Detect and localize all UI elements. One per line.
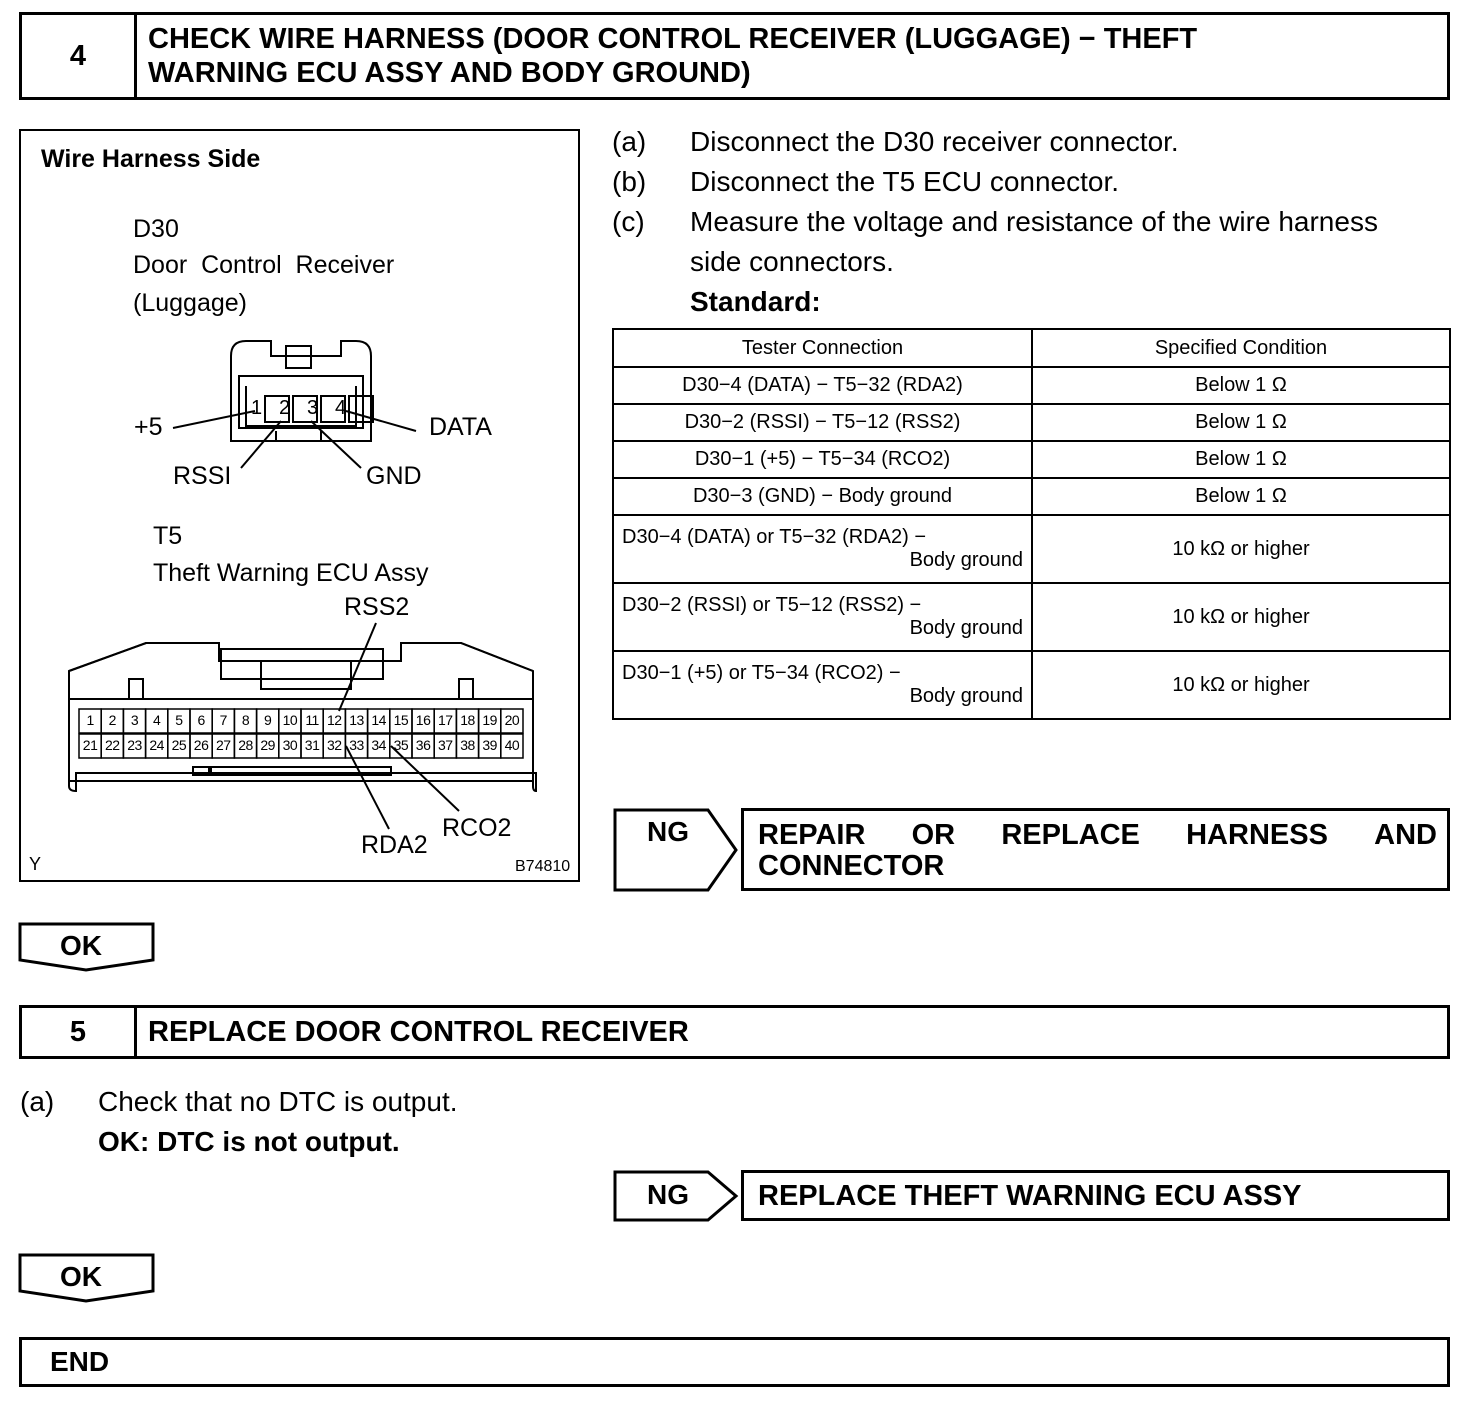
label-gnd: GND xyxy=(366,462,422,490)
t5-pin-19: 19 xyxy=(482,712,497,728)
row-4-condition: Below 1 Ω xyxy=(1032,478,1450,515)
ng-1-word-3: REPLACE xyxy=(1001,819,1140,851)
step-5-a-text: Check that no DTC is output. xyxy=(98,1086,458,1117)
t5-pin-22: 22 xyxy=(104,737,120,753)
table-row xyxy=(613,515,1450,583)
t5-pin-29: 29 xyxy=(260,737,275,753)
t5-pin-1: 1 xyxy=(86,712,94,728)
t5-name: Theft Warning ECU Assy xyxy=(153,559,429,587)
t5-pin-40: 40 xyxy=(504,737,520,753)
row-6-connection xyxy=(613,583,1032,651)
corner-y: Y xyxy=(29,854,42,874)
connector-drawing xyxy=(21,131,578,880)
table-row xyxy=(613,478,1450,515)
instruction-b-text: Disconnect the T5 ECU connector. xyxy=(690,166,1120,197)
row-7-condition: 10 kΩ or higher xyxy=(1032,651,1450,719)
table-row xyxy=(613,404,1450,441)
row-5-connection-line1: D30−4 (DATA) or T5−32 (RDA2) − xyxy=(622,526,927,548)
instruction-c-text-line1: Measure the voltage and resistance of the wire harness xyxy=(690,206,1378,237)
ng-2-result-text: REPLACE THEFT WARNING ECU ASSY xyxy=(758,1180,1302,1212)
ng-1-word-4: HARNESS xyxy=(1186,819,1328,851)
row-3-condition: Below 1 Ω xyxy=(1032,441,1450,478)
t5-pin-10: 10 xyxy=(282,712,298,728)
row-1-condition: Below 1 Ω xyxy=(1032,367,1450,404)
t5-pin-32: 32 xyxy=(326,737,342,753)
label-rco2: RCO2 xyxy=(442,814,512,842)
step-5-number: 5 xyxy=(22,1008,137,1056)
step-4-number: 4 xyxy=(22,15,137,97)
t5-pin-15: 15 xyxy=(393,712,409,728)
ng-1-result xyxy=(741,808,1450,891)
t5-pin-4: 4 xyxy=(153,712,161,728)
step-4-title-line1: CHECK WIRE HARNESS (DOOR CONTROL RECEIVER (LUGGAGE) − THEFT xyxy=(148,23,1198,55)
d30-name-line1: Door Control Receiver xyxy=(133,251,395,279)
end-label: END xyxy=(50,1346,110,1377)
row-5-connection xyxy=(613,515,1032,583)
row-6-condition: 10 kΩ or higher xyxy=(1032,583,1450,651)
label-rssi: RSSI xyxy=(173,462,232,490)
t5-pin-36: 36 xyxy=(415,737,431,753)
t5-pin-8: 8 xyxy=(241,712,250,728)
ng-1-word-1: REPAIR xyxy=(758,819,866,851)
t5-pin-6: 6 xyxy=(197,712,205,728)
t5-pin-31: 31 xyxy=(304,737,320,753)
ok-1-label: OK xyxy=(60,930,102,961)
t5-pin-34: 34 xyxy=(371,737,386,753)
step-5-ok-text: OK: DTC is not output. xyxy=(98,1126,400,1157)
t5-pin-12: 12 xyxy=(326,712,342,728)
label-rss2: RSS2 xyxy=(344,593,410,621)
end-box xyxy=(19,1337,1450,1387)
t5-pin-3: 3 xyxy=(130,712,139,728)
row-6-connection-line2: Body ground xyxy=(909,617,1023,639)
t5-pin-14: 14 xyxy=(371,712,386,728)
diagram-heading: Wire Harness Side xyxy=(41,145,261,173)
row-5-condition: 10 kΩ or higher xyxy=(1032,515,1450,583)
row-7-connection xyxy=(613,651,1032,719)
header-tester-connection: Tester Connection xyxy=(613,329,1032,367)
spec-table-header xyxy=(613,329,1450,367)
t5-pin-18: 18 xyxy=(460,712,475,728)
t5-pin-33: 33 xyxy=(349,737,364,753)
ng-1-word-5: AND xyxy=(1374,819,1437,851)
ok-2-label: OK xyxy=(60,1261,102,1292)
step-5-header xyxy=(19,1005,1450,1059)
t5-pin-38: 38 xyxy=(460,737,475,753)
t5-pin-9: 9 xyxy=(264,712,272,728)
t5-pin-17: 17 xyxy=(437,712,453,728)
t5-pin-37: 37 xyxy=(437,737,453,753)
label-rda2: RDA2 xyxy=(361,831,428,859)
t5-pin-21: 21 xyxy=(82,737,98,753)
d30-pin-1: 1 xyxy=(251,397,263,419)
t5-pin-24: 24 xyxy=(149,737,164,753)
instruction-c-text-line2: side connectors. xyxy=(690,246,894,277)
table-row xyxy=(613,441,1450,478)
t5-code: T5 xyxy=(153,522,183,550)
t5-pin-25: 25 xyxy=(171,737,187,753)
step-5-title: REPLACE DOOR CONTROL RECEIVER xyxy=(148,1016,689,1048)
row-5-connection-line2: Body ground xyxy=(909,549,1023,571)
label-plus5: +5 xyxy=(134,413,163,441)
step-4-title xyxy=(148,15,1437,97)
step-4-header xyxy=(19,12,1450,100)
row-7-connection-line1: D30−1 (+5) or T5−34 (RCO2) − xyxy=(622,662,901,684)
d30-pin-3: 3 xyxy=(307,397,319,419)
t5-pin-27: 27 xyxy=(215,737,231,753)
instruction-b-label: (b) xyxy=(612,166,647,197)
t5-pin-13: 13 xyxy=(349,712,364,728)
row-2-connection: D30−2 (RSSI) − T5−12 (RSS2) xyxy=(613,404,1032,441)
t5-pin-16: 16 xyxy=(415,712,431,728)
row-4-connection: D30−3 (GND) − Body ground xyxy=(613,478,1032,515)
t5-pin-28: 28 xyxy=(238,737,253,753)
ng-1-word-2: OR xyxy=(911,819,956,851)
header-specified-condition: Specified Condition xyxy=(1032,329,1450,367)
wire-harness-diagram xyxy=(19,129,580,882)
t5-pin-20: 20 xyxy=(504,712,520,728)
table-row xyxy=(613,367,1450,404)
t5-pin-35: 35 xyxy=(393,737,409,753)
d30-code: D30 xyxy=(133,215,179,243)
d30-pin-4: 4 xyxy=(335,397,347,419)
step-4-title-line2: WARNING ECU ASSY AND BODY GROUND) xyxy=(148,57,751,89)
t5-pin-7: 7 xyxy=(219,712,227,728)
d30-pin-2: 2 xyxy=(279,397,291,419)
ng-1-result-line1 xyxy=(758,819,1437,851)
d30-name-line2: (Luggage) xyxy=(133,289,247,317)
ng-2-result xyxy=(741,1170,1450,1221)
step-5-a-label: (a) xyxy=(20,1086,55,1117)
table-row xyxy=(613,651,1450,719)
table-row xyxy=(613,583,1450,651)
ng-1-label: NG xyxy=(647,816,689,847)
t5-pin-2: 2 xyxy=(108,712,116,728)
t5-pin-30: 30 xyxy=(282,737,298,753)
spec-table xyxy=(612,328,1451,720)
standard-label: Standard: xyxy=(690,286,821,317)
t5-pin-5: 5 xyxy=(175,712,183,728)
t5-pin-39: 39 xyxy=(482,737,497,753)
t5-pin-11: 11 xyxy=(305,712,319,728)
row-1-connection: D30−4 (DATA) − T5−32 (RDA2) xyxy=(613,367,1032,404)
label-data: DATA xyxy=(429,413,492,441)
t5-pin-26: 26 xyxy=(193,737,209,753)
ng-2-label: NG xyxy=(647,1179,689,1210)
row-7-connection-line2: Body ground xyxy=(909,685,1023,707)
ng-1-result-line2: CONNECTOR xyxy=(758,850,945,882)
instruction-a-text: Disconnect the D30 receiver connector. xyxy=(690,126,1179,157)
row-3-connection: D30−1 (+5) − T5−34 (RCO2) xyxy=(613,441,1032,478)
row-6-connection-line1: D30−2 (RSSI) or T5−12 (RSS2) − xyxy=(622,594,922,616)
figure-id: B74810 xyxy=(515,858,571,875)
t5-pin-23: 23 xyxy=(127,737,142,753)
row-2-condition: Below 1 Ω xyxy=(1032,404,1450,441)
instruction-a-label: (a) xyxy=(612,126,647,157)
instruction-c-label: (c) xyxy=(612,206,645,237)
